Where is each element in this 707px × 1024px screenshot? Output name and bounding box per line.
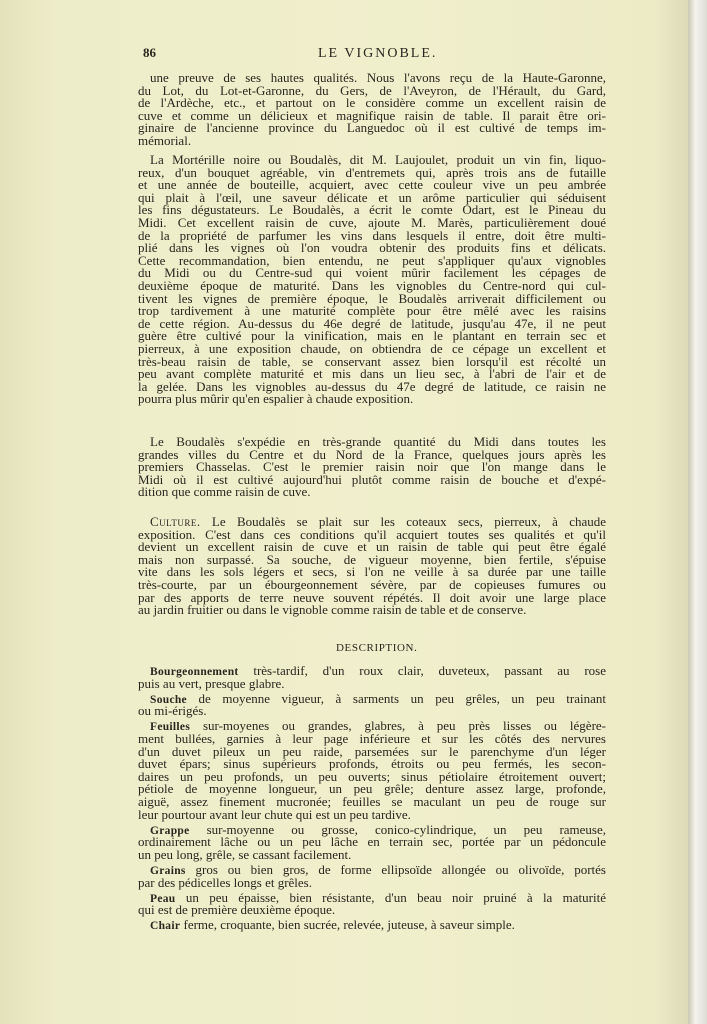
description-term: Grains [150, 864, 186, 877]
text-line-content: très-tardif, d'un roux clair, duveteux, passant au rose [238, 663, 606, 678]
text-line-content: qui plait à l'œil, une saveur délicate et un arôme particulier qui séduisent [138, 189, 606, 205]
text-line-content: devient un excellent raisin de cuve et un raisin de table qui peut être égalé [138, 539, 606, 555]
description-term: Feuilles [150, 721, 191, 734]
text-line-content: duvet épars; sinus supérieurs profonds, étroits ou peu fermés, les secon- [138, 756, 606, 772]
text-line-content: puis au vert, presque glabre. [138, 675, 285, 691]
text-line-content: premiers Chasselas. C'est le premier raisin noir que l'on mange dans le [138, 459, 606, 475]
text-line [138, 705, 606, 718]
text-line-content: très-beau raisin de table, se conservant assez bien lorsqu'il est récolté un [138, 353, 606, 369]
text-line-content: trop tardivement à une maturité complète pour être mêlé avec les raisins [138, 303, 606, 319]
text-line-content: un peu long, grêle, se cassant facilement. [138, 846, 352, 862]
text-line-content: ordinairement lâche ou un peu lâche en terrain sec, portée par un pédoncule [138, 834, 606, 850]
paragraph-culture [138, 516, 606, 617]
description-item [138, 690, 606, 719]
text-line-content: deuxième époque de maturité. Dans les vignobles du Centre-nord qui cul- [138, 277, 606, 293]
text-line-content: mais non surpassé. Sa souche, de vigueur moyenne, bien fertile, s'épuise [138, 551, 606, 567]
text-line-content: guère être cultivé pour la vinification, mais en le plantant en terrain sec et [138, 328, 606, 344]
text-line-content: leur pourtour avant leur chute qui est un peu tardive. [138, 806, 411, 822]
description-term: Chair [150, 920, 181, 933]
text-line-content: gros ou bien gros, de forme ellipsoïde allongée ou olivoïde, portés [185, 861, 606, 877]
text-line-content: un peu épaisse, bien résistante, d'un beau noir pruiné à la maturité [175, 889, 606, 905]
text-line-content: pourra plus mûrir qu'en espalier à chaude exposition. [138, 391, 414, 407]
text-line-content: vite dans les sols légers et secs, si l'on ne veille à sa durée par une taille [138, 564, 606, 580]
paragraph-wine-quality [138, 154, 606, 406]
description-term: Grappe [150, 824, 190, 837]
page-number: 86 [143, 45, 156, 60]
description-heading: DESCRIPTION. [336, 642, 418, 654]
text-line [138, 122, 606, 135]
description-item [138, 665, 606, 690]
text-line-content: peu avant complète maturité et mis dans un lieu sec, à l'abri de l'air et de [138, 366, 606, 382]
text-line-content: Le Boudalès s'expédie en très-grande quantité du Midi dans toutes les [150, 434, 606, 449]
description-list [138, 665, 606, 934]
text-line-content: Midi où il est cultivé aujourd'hui plutôt comme raisin de bouche et d'expé- [138, 471, 606, 487]
text-line-content: la gelée. Dans les vignobles au-dessus du 47e degré de latitude, ce raisin ne [138, 378, 606, 394]
text-line [138, 132, 606, 148]
description-term: Souche [150, 693, 187, 706]
text-line-content: mémorial. [138, 132, 192, 148]
text-line-content: exposition. C'est dans ces conditions qu'il acquiert toutes ses qualités et qu'il [138, 526, 606, 542]
description-term: Bourgeonnement [150, 666, 239, 678]
text-line-content: pétiole de moyenne longueur, un peu grêle; denture assez large, profonde, [138, 781, 606, 797]
text-line [138, 874, 606, 890]
text-line-content: ment bullées, garnies à leur page inférieure et sur les côtés des nervures [138, 730, 606, 746]
text-line-content: du Midi ou du Centre-sud qui voient mûrir facilement les cépages de [138, 265, 606, 281]
paragraph-shipping [138, 436, 606, 499]
text-line-content: pierreux, à une exposition chaude, on obtiendra de ce cépage un excellent et [138, 340, 606, 356]
text-line [138, 393, 606, 406]
text-line-content: Midi. Cet excellent raisin de cuve, ajoute M. Marès, particulièrement doué [138, 214, 606, 230]
text-line [138, 690, 606, 706]
text-line-content: de la propriété de parfumer les vins dans lesquels il entre, doit être multi- [138, 227, 606, 243]
text-line-content: qui est de première deuxième époque. [138, 902, 336, 918]
text-line-content: de cette région. Au-dessus du 46e degré de latitude, jusqu'au 47e, il ne peut [138, 315, 606, 331]
text-line-content: grandes villes du Centre et du Nord de la France, quelques jours après les [138, 446, 606, 462]
description-term: Peau [150, 892, 176, 905]
text-line [138, 675, 606, 691]
description-item [138, 821, 606, 862]
text-line-content: ferme, croquante, bien sucrée, relevée, juteuse, à saveur simple. [180, 917, 515, 933]
text-line-content: ginaire de l'ancienne province du Languedoc où il est cultivé de temps im- [138, 120, 606, 136]
section-label: Culture. [150, 514, 201, 529]
paragraph-origin [138, 72, 606, 148]
text-line-content: dition que comme raisin de cuve. [138, 484, 311, 500]
running-title: LE VIGNOBLE. [318, 46, 438, 61]
text-line-content: très-courte, par un ébourgeonnement sévère, par de copieuses fumures ou [138, 576, 606, 592]
description-item [138, 720, 606, 821]
text-line [138, 919, 606, 932]
description-item [138, 889, 606, 918]
text-line-content: d'un duvet pileux un peu raide, parsemées sur le parenchyme d'un léger [138, 743, 606, 759]
text-line-content: ou mi-érigés. [138, 703, 207, 719]
text-line [138, 604, 606, 617]
text-line-content: daires un peu profonds, un peu ouverts; sinus pétiolaire étroitement ouvert; [138, 768, 606, 784]
text-line-content: par des apports de terre neuve souvent répétés. Il doit avoir une large place [138, 589, 606, 605]
text-line [138, 806, 606, 822]
text-line [138, 904, 606, 917]
description-item [138, 919, 606, 932]
text-line-content: une preuve de ses hautes qualités. Nous l'avons reçu de la Haute-Garonne, [150, 70, 606, 85]
text-line-content: Cette recommandation, bien entendu, ne peut s'appliquer qu'aux vignobles [138, 252, 606, 268]
text-line-content: sur-moyenes ou grandes, glabres, à peu près lisses ou légère- [190, 718, 606, 734]
text-line-content: cuve et comme un délicieux et magnifique raisin de table. Il parait être ori- [138, 107, 606, 123]
description-item [138, 861, 606, 890]
text-line [138, 846, 606, 862]
text-line-content: du Lot, du Lot-et-Garonne, du Gers, de l'Aveyron, de l'Hérault, du Gard, [138, 82, 606, 98]
text-line-content: sur-moyenne ou grosse, conico-cylindrique, un peu rameuse, [189, 821, 606, 837]
text-line [138, 486, 606, 499]
text-line-content: les fins dégustateurs. Le Boudalès, a écrit le comte Odart, est le Pineau du [138, 202, 606, 218]
text-line-content: Le Boudalès se plait sur les coteaux secs, pierreux, à chaude [200, 514, 606, 529]
text-line-content: La Mortérille noire ou Boudalès, dit M. Laujoulet, produit un vin fin, liquo- [150, 152, 606, 167]
text-line-content: plié dans les vignes où l'on voudra obtenir des produits fins et délicats. [138, 240, 606, 256]
text-line-content: et une année de bouteille, acquiert, avec cette couleur vive un peu ambrée [138, 177, 606, 193]
text-line-content: par des pédicelles longs et grêles. [138, 874, 312, 890]
text-line-content: au jardin fruitier ou dans le vignoble comme raisin de table et de conserve. [138, 602, 527, 618]
text-line-content: aiguë, assez finement mucronée; feuilles se maculant un peu de rouge sur [138, 793, 606, 809]
text-line-content: de moyenne vigueur, à sarments un peu grêles, un peu trainant [186, 690, 606, 706]
text-line-content: reux, d'un bouquet agréable, vin d'entremets qui, après trois ans de futaille [138, 164, 606, 180]
text-line-content: de l'Ardèche, etc., et partout on le considère comme un excellent raisin de [138, 95, 606, 111]
text-line-content: tivent les vignes de première époque, le Boudalès arriverait difficilement ou [138, 290, 606, 306]
book-binding-edge [688, 0, 707, 1024]
